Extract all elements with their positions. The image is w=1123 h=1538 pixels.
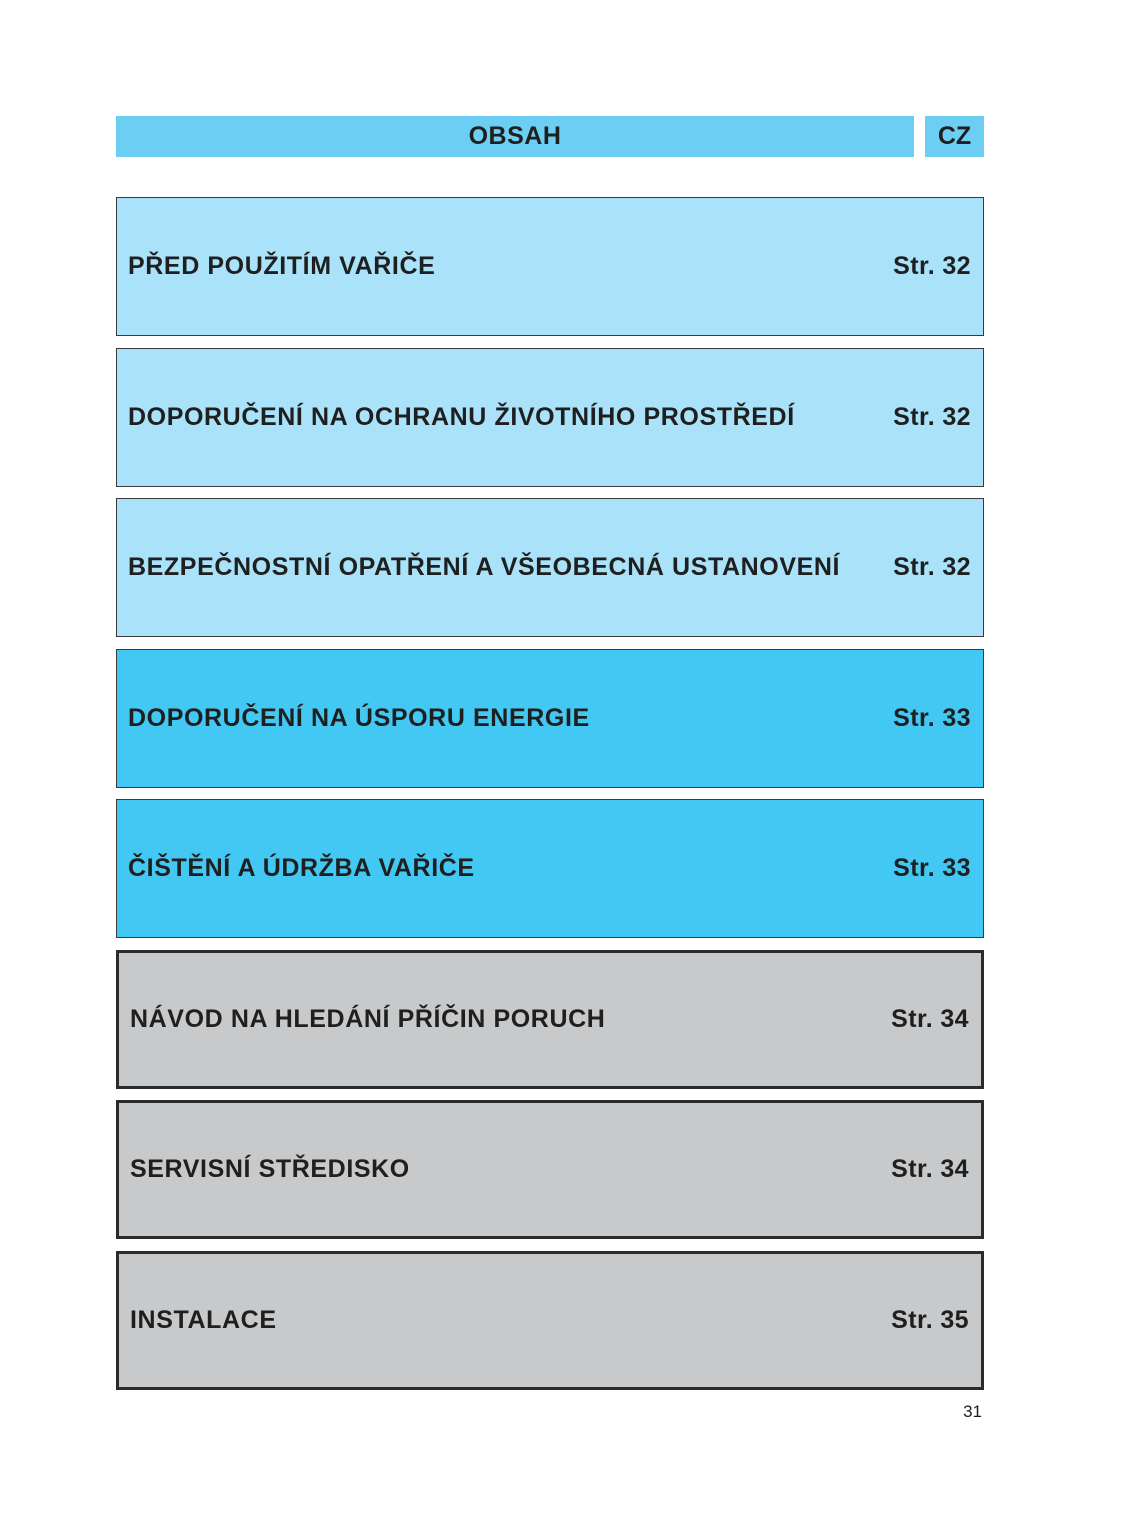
toc-entry-page: Str. 32 [893,402,971,431]
toc-entry-environment[interactable] [116,348,984,487]
toc-entry-before-use[interactable] [116,197,984,336]
toc-entry-page: Str. 32 [893,252,971,280]
toc-entry-title: ČIŠTĚNÍ A ÚDRŽBA VAŘIČE [128,854,475,882]
toc-entry-page: Str. 32 [893,553,971,581]
contents-title: OBSAH [468,122,562,150]
toc-entry-title: PŘED POUŽITÍM VAŘIČE [128,252,436,280]
language-code: CZ [937,122,972,150]
toc-entry-title: INSTALACE [130,1305,277,1334]
toc-entry-page: Str. 35 [891,1305,969,1334]
toc-entry-title: DOPORUČENÍ NA OCHRANU ŽIVOTNÍHO PROSTŘEDÍ [128,402,795,431]
toc-entry-service-center[interactable] [116,1100,984,1239]
toc-entry-page: Str. 33 [893,854,971,882]
table-of-contents [116,197,984,1401]
toc-entry-page: Str. 34 [891,1004,969,1033]
language-badge [925,116,984,157]
toc-entry-page: Str. 33 [893,703,971,732]
contents-header-bar [116,116,914,157]
toc-entry-title: SERVISNÍ STŘEDISKO [130,1155,410,1183]
toc-entry-troubleshooting[interactable] [116,950,984,1089]
toc-entry-title: BEZPEČNOSTNÍ OPATŘENÍ A VŠEOBECNÁ USTANOVENÍ [128,553,841,581]
toc-entry-title: DOPORUČENÍ NA ÚSPORU ENERGIE [128,703,590,732]
toc-entry-cleaning[interactable] [116,799,984,938]
toc-entry-safety[interactable] [116,498,984,637]
toc-entry-title: NÁVOD NA HLEDÁNÍ PŘÍČIN PORUCH [130,1004,606,1033]
toc-entry-energy-saving[interactable] [116,649,984,788]
toc-entry-installation[interactable] [116,1251,984,1390]
toc-entry-page: Str. 34 [891,1155,969,1183]
page-number: 31 [963,1402,982,1421]
